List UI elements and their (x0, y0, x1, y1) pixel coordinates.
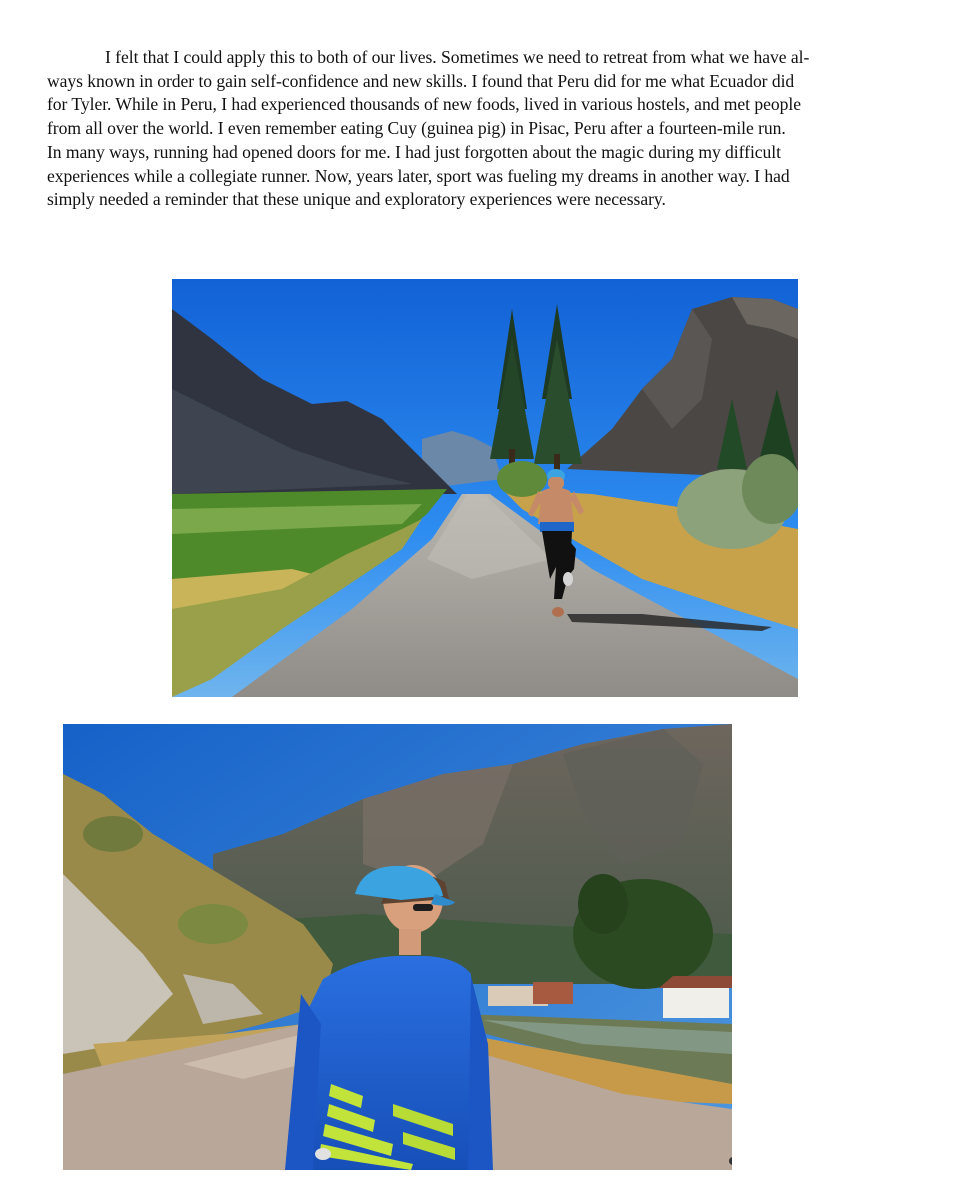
mountain-view-photo-illustration (63, 724, 732, 1170)
paragraph-line: simply needed a reminder that these unique and exploratory experiences were necessary. (47, 189, 666, 210)
man-looking-at-mountain-photo (63, 724, 732, 1170)
paragraph-line: ways known in order to gain self-confidence and new skills. I found that Peru did for me what Ecuador did (47, 70, 795, 91)
paragraph-line: for Tyler. While in Peru, I had experienced thousands of new foods, lived in various hostels, and met people (47, 94, 801, 115)
paragraph-line: In many ways, running had opened doors for me. I had just forgotten about the magic during my difficult (47, 141, 781, 162)
paragraph-line: I felt that I could apply this to both of our lives. Sometimes we need to retreat from what we have al- (105, 47, 810, 67)
paragraph-line: experiences while a collegiate runner. Now, years later, sport was fueling my dreams in another way. I had (47, 165, 790, 186)
runner-on-valley-road-photo (172, 279, 798, 697)
runner-photo-illustration (172, 279, 798, 697)
body-paragraph (47, 46, 893, 212)
paragraph-line: from all over the world. I even remember eating Cuy (guinea pig) in Pisac, Peru after a fourteen-mile run. (47, 118, 786, 139)
